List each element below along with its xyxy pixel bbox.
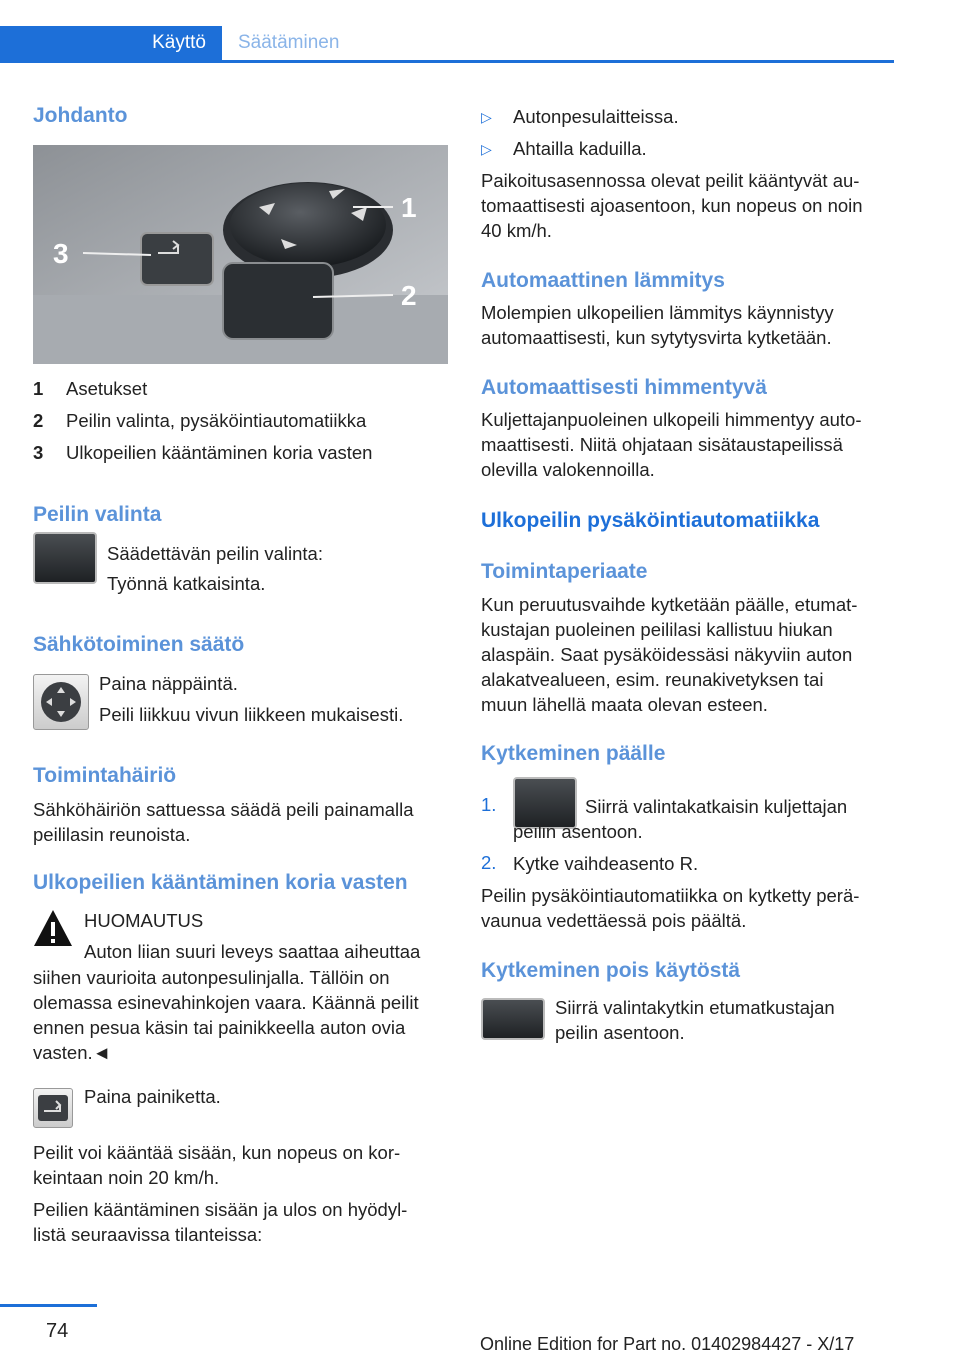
header-tabs [0,26,894,60]
page-number: 74 [46,1320,69,1342]
off-text: peilin asentoon. [555,1022,685,1043]
notice-text: siihen vaurioita autonpesulinjalla. Tällöin on [33,967,390,988]
press-button-text: Paina painiketta. [84,1086,221,1107]
heat-text: automaattisesti, kun sytytysvirta kytketään. [481,327,832,348]
selector-switch-icon [33,532,97,584]
principle-text: alakatvealueen, esim. reunakivetyksen tai [481,669,824,690]
bullet-text: Ahtailla kaduilla. [513,138,647,159]
photo-label-1: 1 [401,192,417,223]
notice-text: olemassa esinevahinkojen vaara. Käännä peilit [33,992,419,1013]
park-text: 40 km/h. [481,220,552,241]
off-text: Siirrä valintakytkin etumatkustajan [555,997,835,1018]
heading-toimintaperiaate: Toimintaperiaate [481,560,648,583]
fold-mirror-icon [33,1088,73,1128]
photo-label-3: 3 [53,238,69,269]
heading-kytkeminen-paalle: Kytkeminen päälle [481,742,666,765]
photo-label-2: 2 [401,280,417,311]
legend-text: Asetukset [66,378,148,399]
step-number: 2. [481,852,497,873]
mirror-select-text: Säädettävän peilin valinta: [107,543,323,564]
legend-text: Peilin valinta, pysäköintiautomatiikka [66,410,367,431]
notice-text: Auton liian suuri leveys saattaa aiheuttaa [84,941,421,962]
heading-sahkotoiminen: Sähkötoiminen säätö [33,633,245,656]
principle-text: muun lähellä maata olevan esteen. [481,694,768,715]
heading-kytkeminen-pois: Kytkeminen pois käytöstä [481,959,741,982]
tab-saataminen[interactable]: Säätäminen [238,32,340,53]
footer-divider [0,1304,97,1307]
fold-text: Peilien kääntäminen sisään ja ulos on hyödyl‐ [33,1199,408,1220]
joystick-icon [33,674,89,730]
legend-num: 1 [33,378,44,399]
fold-text: keintaan noin 20 km/h. [33,1167,220,1188]
heading-kaantaminen: Ulkopeilien kääntäminen koria vasten [33,871,408,894]
fold-text: Peilit voi kääntää sisään, kun nopeus on kor‐ [33,1142,401,1163]
park-text: tomaattisesti ajoasentoon, kun nopeus on noin [481,195,863,216]
legend-num: 3 [33,442,44,463]
fold-text: listä seuraavissa tilanteissa: [33,1224,263,1245]
step-text: peilin asentoon. [513,821,643,842]
notice-title: HUOMAUTUS [84,910,204,931]
notice-text: vasten.◄ [33,1042,111,1063]
header-divider [0,60,894,63]
step-text: Siirrä valintakatkaisin kuljettajan [585,796,848,817]
notice-text: ennen pesua käsin tai painikkeella auton ovia [33,1017,406,1038]
mirror-select-text: Työnnä katkaisinta. [107,573,266,594]
principle-text: kustajan puoleinen peililasi kallistuu hiukan [481,619,833,640]
principle-text: alaspäin. Saat pysäköidessäsi näkyviin auton [481,644,853,665]
legend-num: 2 [33,410,44,431]
bullet-triangle: ▷ [481,141,492,157]
mirror-controls-photo [33,145,448,364]
on-text: Peilin pysäköintiautomatiikka on kytketty perä‐ [481,885,860,906]
legend-text: Ulkopeilien kääntäminen koria vasten [66,442,373,463]
heading-pysakointiautomatiikka: Ulkopeilin pysäköintiautomatiikka [481,509,820,532]
electric-text: Paina näppäintä. [99,673,238,694]
step-text: Kytke vaihdeasento R. [513,853,699,874]
tab-kaytto[interactable]: Käyttö [0,26,222,60]
on-text: vaunua vedettäessä pois päältä. [481,910,747,931]
heading-himmentyva: Automaattisesti himmentyvä [481,376,767,399]
footer-edition: Online Edition for Part no. 01402984427 - X/17 [480,1334,855,1354]
fault-text: Sähköhäiriön sattuessa säädä peili painamalla [33,799,414,820]
step-number: 1. [481,794,497,815]
selector-switch-icon [481,998,545,1040]
dim-text: olevilla valokennoilla. [481,459,655,480]
heading-toimintahairio: Toimintahäiriö [33,764,177,787]
heading-lammitys: Automaattinen lämmitys [481,269,725,292]
electric-text: Peili liikkuu vivun liikkeen mukaisesti. [99,704,404,725]
bullet-text: Autonpesulaitteissa. [513,106,679,127]
heading-peilin-valinta: Peilin valinta [33,503,162,526]
warning-icon [33,908,73,948]
dim-text: maattisesti. Niitä ohjataan sisätaustapeilissä [481,434,843,455]
principle-text: Kun peruutusvaihde kytketään päälle, etumat‐ [481,594,858,615]
heat-text: Molempien ulkopeilien lämmitys käynnistyy [481,302,834,323]
fault-text: peililasin reunoista. [33,824,191,845]
bullet-triangle: ▷ [481,109,492,125]
park-text: Paikoitusasennossa olevat peilit kääntyvät au‐ [481,170,860,191]
heading-johdanto: Johdanto [33,104,128,127]
dim-text: Kuljettajanpuoleinen ulkopeili himmentyy auto‐ [481,409,862,430]
